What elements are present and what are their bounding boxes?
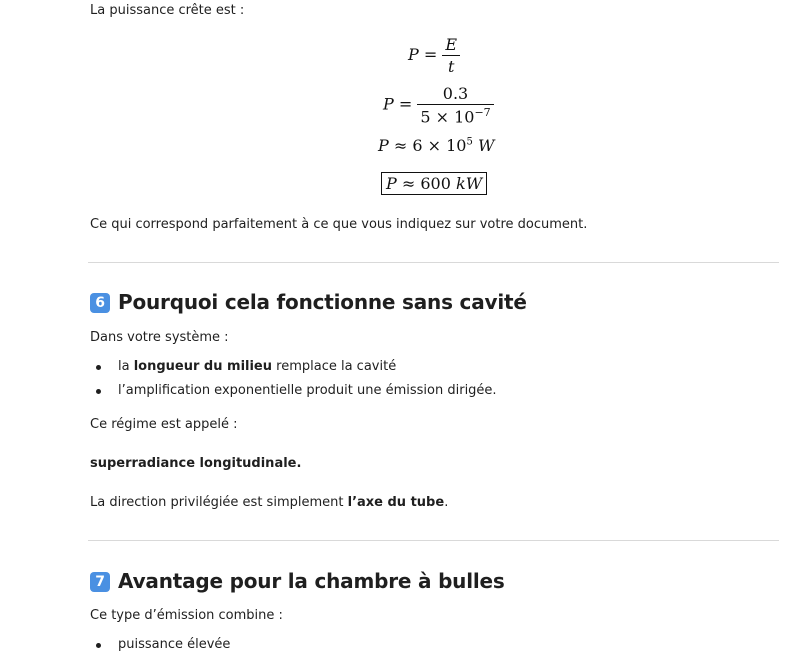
conclusion-text: Ce qui correspond parfaitement à ce que vous indiquez sur votre document. [90,217,588,232]
equation-power-boxed-result: P ≈ 600 kW [381,174,487,193]
section-7-title: Avantage pour la chambre à bulles [118,569,505,593]
list-item: l’amplification exponentielle produit une émission dirigée. [118,383,497,398]
number-7-icon: 7 [90,572,110,592]
regime-label: Ce régime est appelé : [90,417,238,432]
section-7-intro: Ce type d’émission combine : [90,608,283,623]
bullet-icon [96,365,101,370]
section-6-intro: Dans votre système : [90,330,229,345]
number-6-icon: 6 [90,293,110,313]
bullet-icon [96,389,101,394]
intro-text: La puissance crête est : [90,3,245,18]
section-6-title: Pourquoi cela fonctionne sans cavité [118,290,527,314]
section-divider [88,540,779,541]
section-6-heading [90,290,527,314]
equation-power-definition: P = $\frac{E}{t}$ [408,35,460,76]
equation-power-values: P = $\frac{0.3}{5 \times 10^{-7}}$ [383,84,494,126]
regime-name: superradiance longitudinale. [90,456,302,471]
list-item: puissance élevée [118,637,231,652]
bullet-icon [96,643,101,648]
equation-power-result: $P \approx 6 \times 10^5$ W [378,136,495,155]
direction-text: La direction privilégiée est simplement l’axe du tube. [90,495,449,510]
list-item: la longueur du milieu remplace la cavité [118,359,397,374]
section-7-heading [90,569,505,593]
section-divider [88,262,779,263]
